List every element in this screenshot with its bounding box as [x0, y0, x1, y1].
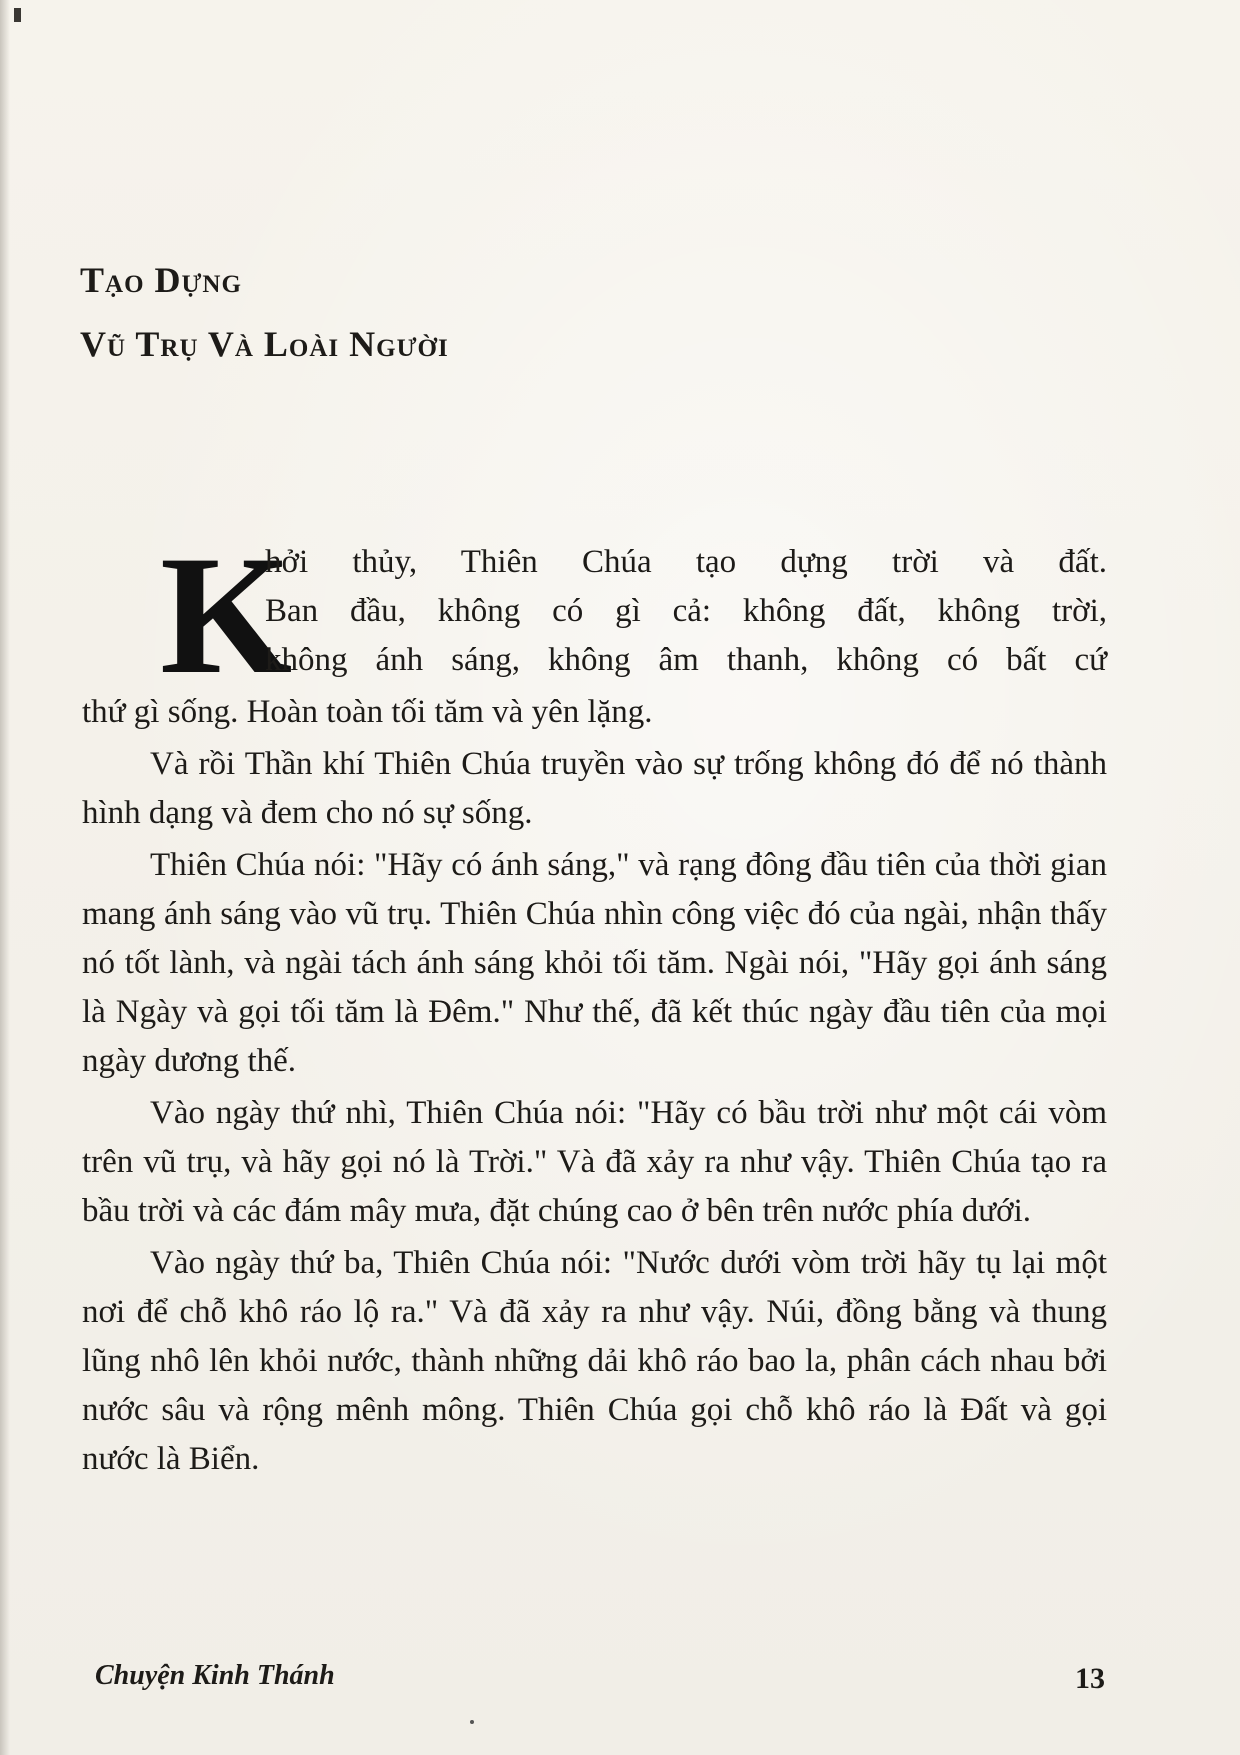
- drop-cap-letter: K: [160, 521, 293, 709]
- body-paragraph: Vào ngày thứ ba, Thiên Chúa nói: "Nước dưới vòm trời hãy tụ lại một nơi để chỗ khô ráo lộ ra." Và đã xảy ra như vậy. Núi, đồng bằng và thung lũng nhô lên khỏi nước, thành những dải khô ráo bao la, phân cách nhau bởi nước sâu và rộng mênh mông. Thiên Chúa gọi chỗ khô ráo là Đất và gọi nước là Biển.: [82, 1245, 1107, 1477]
- chapter-body: [82, 688, 1107, 1484]
- scan-edge-mark: [14, 8, 21, 22]
- body-paragraph: Thiên Chúa nói: "Hãy có ánh sáng," và rạng đông đầu tiên của thời gian mang ánh sáng vào vũ trụ. Thiên Chúa nhìn công việc đó của ngài, nhận thấy nó tốt lành, và ngài tách ánh sáng khỏi tối tăm. Ngài nói, "Hãy gọi ánh sáng là Ngày và gọi tối tăm là Đêm." Như thế, đã kết thúc ngày đầu tiên của mọi ngày dương thế.: [82, 847, 1107, 1079]
- running-footer-book-title: Chuyện Kinh Thánh: [95, 1660, 335, 1691]
- first-paragraph-continuation: thứ gì sống. Hoàn toàn tối tăm và yên lặng.: [82, 694, 653, 730]
- first-paragraph-line-2: Ban đầu, không có gì cả: không đất, không trời,: [265, 593, 1107, 629]
- scan-speck: [470, 1720, 474, 1724]
- page-edge-shadow: [0, 0, 10, 1755]
- first-paragraph-line-1: hởi thủy, Thiên Chúa tạo dựng trời và đất.: [265, 544, 1107, 580]
- chapter-title-line-2: Vũ Trụ Và Loài Người: [80, 324, 449, 364]
- body-paragraph: Vào ngày thứ nhì, Thiên Chúa nói: "Hãy có bầu trời như một cái vòm trên vũ trụ, và hãy gọi nó là Trời." Và đã xảy ra như vậy. Thiên Chúa tạo ra bầu trời và các đám mây mưa, đặt chúng cao ở bên trên nước phía dưới.: [82, 1095, 1107, 1229]
- page-number: 13: [1075, 1662, 1105, 1695]
- chapter-title-line-1: Tạo Dựng: [80, 260, 242, 300]
- chapter-title: [80, 248, 449, 376]
- first-paragraph-line-3: không ánh sáng, không âm thanh, không có bất cứ: [265, 642, 1107, 678]
- body-paragraph: Và rồi Thần khí Thiên Chúa truyền vào sự trống không đó để nó thành hình dạng và đem cho nó sự sống.: [82, 746, 1107, 831]
